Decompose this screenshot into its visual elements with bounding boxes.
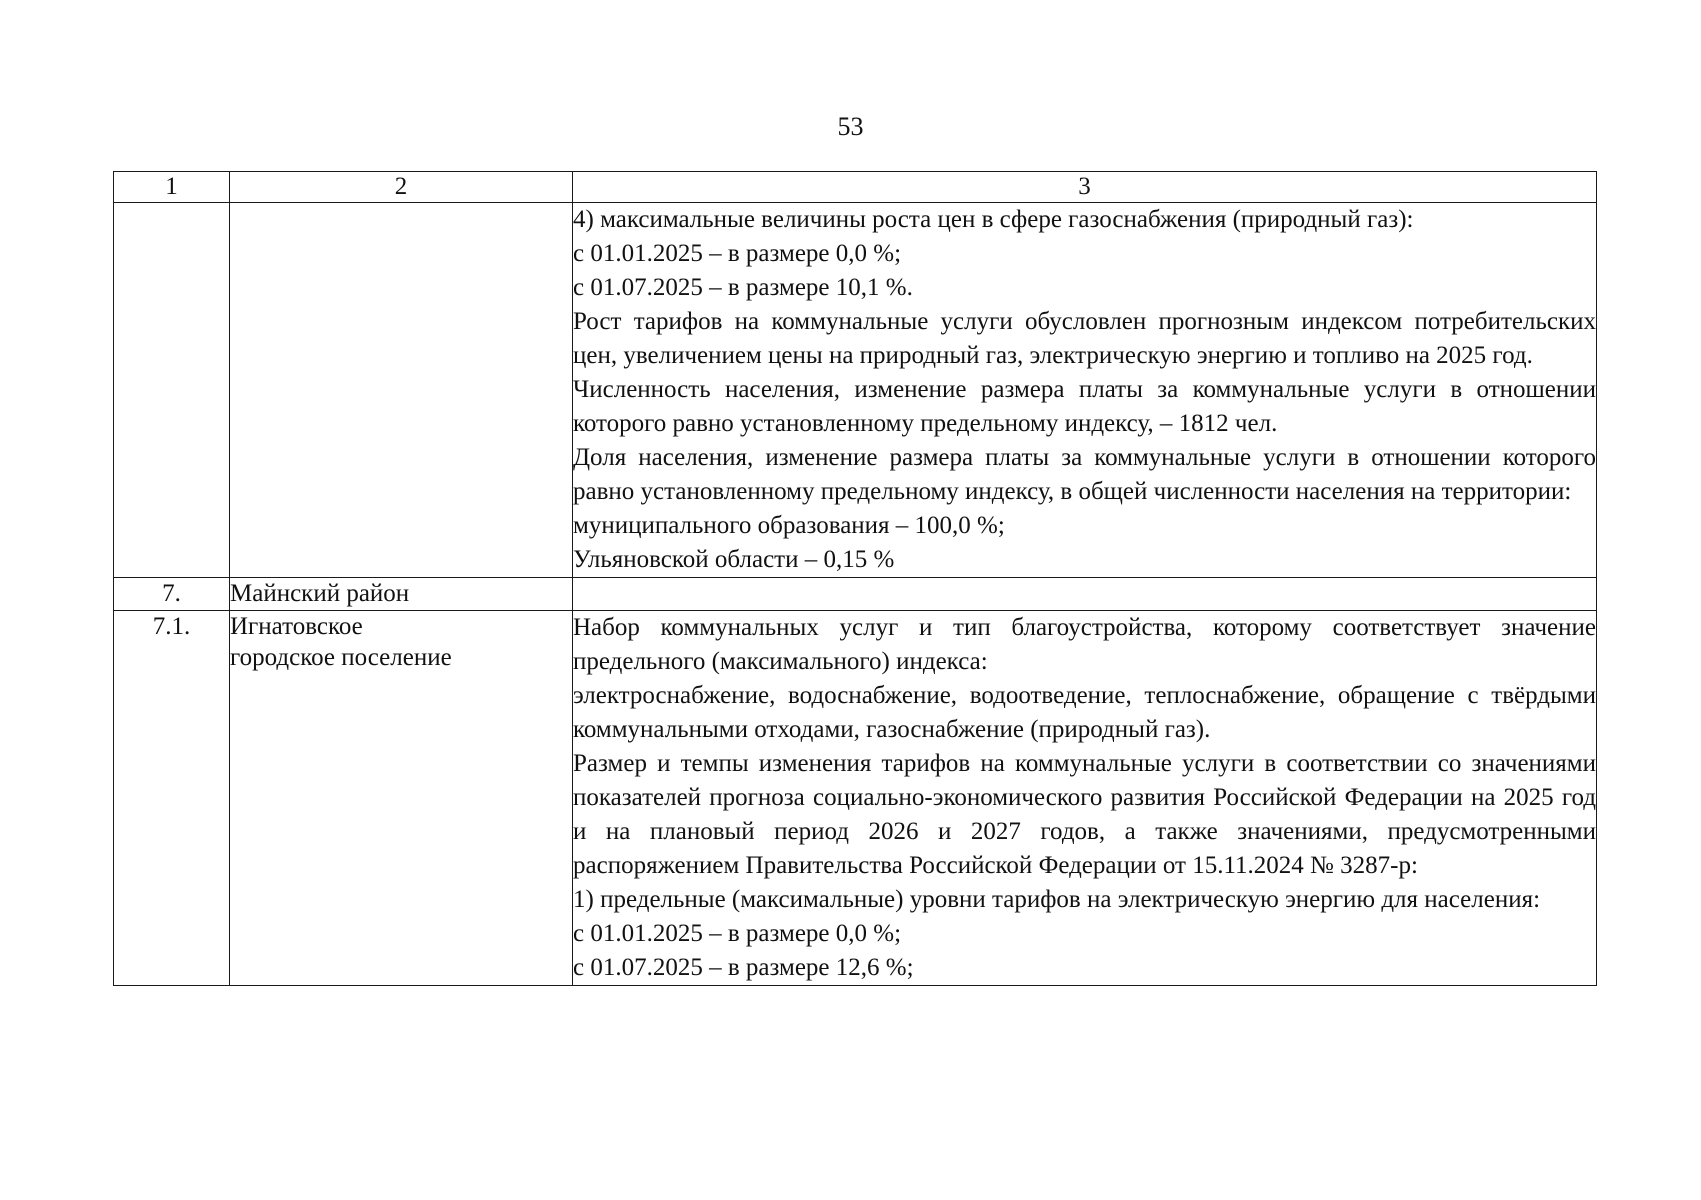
table-row: [114, 611, 1597, 986]
document-table: [113, 171, 1597, 986]
paragraph: Доля населения, изменение размера платы за коммунальные услуги в отношении которого равно установленному предельному индексу, в общей численности населения на территории:: [573, 444, 1596, 505]
paragraph: 4) максимальные величины роста цен в сфере газоснабжения (природный газ):: [573, 206, 1414, 233]
row-text-cell: [573, 578, 1597, 611]
row-name-line: Игнатовское: [230, 613, 363, 640]
row-number-cell: 7.: [114, 578, 230, 611]
column-header-1: 1: [114, 172, 230, 203]
table-header-row: [114, 172, 1597, 203]
row-text-cell: [573, 203, 1597, 578]
paragraph: с 01.07.2025 – в размере 10,1 %.: [573, 274, 913, 301]
row-number-cell: 7.1.: [114, 611, 230, 986]
paragraph: с 01.01.2025 – в размере 0,0 %;: [573, 240, 902, 267]
paragraph: Набор коммунальных услуг и тип благоустройства, которому соответствует значение предельного (максимального) индекса:: [573, 614, 1596, 675]
paragraph: Численность населения, изменение размера платы за коммунальные услуги в отношении которого равно установленному предельному индексу, – 1812 чел.: [573, 376, 1596, 437]
table-row: [114, 578, 1597, 611]
paragraph: с 01.07.2025 – в размере 12,6 %;: [573, 954, 914, 981]
column-header-2: 2: [230, 172, 573, 203]
paragraph: с 01.01.2025 – в размере 0,0 %;: [573, 920, 902, 947]
row-number-cell: [114, 203, 230, 578]
row-text-cell: [573, 611, 1597, 986]
row-name-cell: Майнский район: [230, 578, 573, 611]
paragraph: 1) предельные (максимальные) уровни тарифов на электрическую энергию для населения:: [573, 886, 1541, 913]
row-name-cell: [230, 203, 573, 578]
paragraph: Ульяновской области – 0,15 %: [573, 546, 895, 573]
table-row: [114, 203, 1597, 578]
paragraph: электроснабжение, водоснабжение, водоотведение, теплоснабжение, обращение с твёрдыми коммунальными отходами, газоснабжение (природный газ).: [573, 682, 1596, 743]
row-name-cell: [230, 611, 573, 986]
page-number: 53: [837, 112, 864, 141]
row-name-line: городское поселение: [230, 644, 452, 671]
paragraph: Рост тарифов на коммунальные услуги обусловлен прогнозным индексом потребительских цен, увеличением цены на природный газ, электрическую энергию и топливо на 2025 год.: [573, 308, 1596, 369]
paragraph: Размер и темпы изменения тарифов на коммунальные услуги в соответствии со значениями показателей прогноза социально-экономического развития Российской Федерации на 2025 год и на плановый период 2026 и 2027 годов, а также значениями, предусмотренными распоряжением Правительства Российской Федерации от 15.11.2024 № 3287-р:: [573, 750, 1596, 879]
paragraph: муниципального образования – 100,0 %;: [573, 512, 1005, 539]
column-header-3: 3: [573, 172, 1597, 203]
